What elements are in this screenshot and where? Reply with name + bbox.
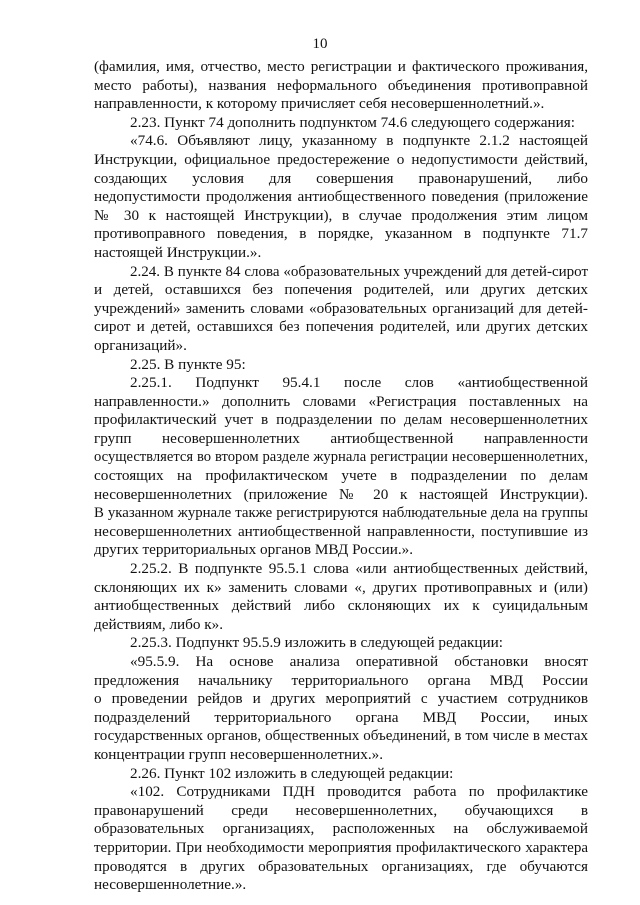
text-line: осуществляется во втором разделе журнала регистрации несовершеннолетних, [94,449,588,466]
text-line: проводятся в других образовательных организациях, где обучаются [94,857,588,875]
text-line: государственных органов, общественных объединений, в том числе в местах [94,728,588,745]
text-line: 2.25.2. В подпункте 95.5.1 слова «или антиобщественных действий, [130,560,588,578]
text-line: и детей, оставшихся без попечения родителей, или других детских [94,281,588,299]
text-line: несовершеннолетние.». [94,876,247,894]
text-line: создающих условия для совершения правонарушений, либо [94,169,588,187]
text-line: групп несовершеннолетних антиобщественной направленности [94,429,588,447]
text-line: 2.23. Пункт 74 дополнить подпунктом 74.6 следующего содержания: [130,113,575,131]
page-number: 10 [312,36,328,52]
text-line: место работы), названия неформального объединения противоправной [94,76,588,94]
text-line: противоправного поведения, в порядке, указанном в подпункте 71.7 [94,225,588,243]
document-body [94,58,588,895]
text-line: В указанном журнале также регистрируются наблюдательные дела на группы [94,505,588,522]
text-line: образовательных организациях, расположенных на обслуживаемой [94,820,588,838]
text-line: направленности, к которому причисляет себя несовершеннолетний.». [94,95,545,113]
text-line: действиям, либо к». [94,615,224,633]
text-line: сирот и детей, оставшихся без попечения родителей, или других детских [94,318,588,336]
text-line: 2.25. В пункте 95: [130,355,246,373]
text-line: склоняющих их к» заменить словами «, других противоправных и (или) [94,578,588,596]
text-line: несовершеннолетних антиобщественной направленности, поступившие из [94,522,588,540]
text-line: Инструкции, официальное предостережение о недопустимости действий, [94,150,588,168]
text-line: «74.6. Объявляют лицу, указанному в подпункте 2.1.2 настоящей [130,132,588,150]
text-line: о проведении рейдов и других мероприятий с участием сотрудников [94,690,588,708]
text-line: антиобщественных действий либо склоняющих их к суицидальным [94,597,588,615]
text-line: профилактический учет в подразделении по делам несовершеннолетних [94,411,588,429]
text-line: № 30 к настоящей Инструкции), в случае продолжения этим лицом [94,206,588,224]
text-line: других территориальных органов МВД России.». [94,541,414,559]
text-line: 2.25.1. Подпункт 95.4.1 после слов «антиобщественной [130,374,588,392]
text-line: правонарушений среди несовершеннолетних, обучающихся в [94,801,588,819]
text-line: «95.5.9. На основе анализа оперативной обстановки вносят [130,653,588,670]
text-line: 2.26. Пункт 102 изложить в следующей редакции: [130,764,454,782]
text-line: предложения начальнику территориального органа МВД России [94,671,588,689]
text-line: подразделений территориального органа МВД России, иных [94,708,588,726]
text-line: 2.24. В пункте 84 слова «образовательных учреждений для детей-сирот [130,263,588,280]
text-line: концентрации групп несовершеннолетних.». [94,745,384,763]
text-line: настоящей Инструкции.». [94,243,262,261]
text-line: организаций». [94,336,187,354]
text-line: учреждений» заменить словами «образовательных организаций для детей- [94,299,588,317]
text-line: состоящих на профилактическом учете в подразделении по делам [94,467,588,485]
text-line: несовершеннолетних (приложение № 20 к настоящей Инструкции). [94,485,588,503]
text-line: недопустимости продолжения антиобщественного поведения (приложение [94,188,588,206]
text-line: 2.25.3. Подпункт 95.5.9 изложить в следующей редакции: [130,634,503,652]
text-line: направленности.» дополнить словами «Регистрация поставленных на [94,392,588,410]
text-line: территории. При необходимости мероприятия профилактического характера [94,839,588,856]
text-line: «102. Сотрудниками ПДН проводится работа по профилактике [130,783,588,801]
text-line: (фамилия, имя, отчество, место регистрации и фактического проживания, [94,58,588,75]
